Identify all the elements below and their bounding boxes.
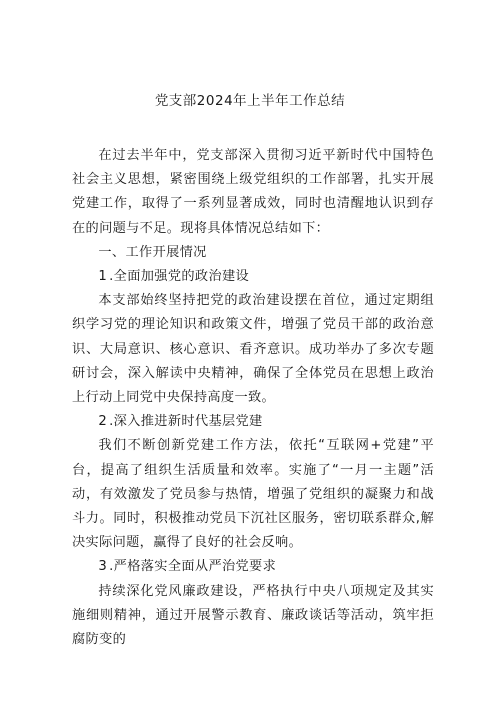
item-heading-grassroots-building — [72, 410, 434, 434]
section-heading-work: 一、工作开展情况 — [98, 244, 207, 260]
item-title: .全面加强党的政治建设 — [109, 269, 250, 285]
document-body — [72, 144, 434, 652]
document-title: 党支部2024年上半年工作总结 — [154, 93, 346, 109]
item-heading-strict-governance — [72, 555, 434, 579]
item-paragraph-grassroots-building: 我们不断创新党建工作方法，依托“互联网+党建”平台，提高了组织生活质量和效率。实施了“一月一主题”活动，有效激发了党员参与热情，增强了党组织的凝聚力和战斗力。同时，积极推动党员下沉社区服务，密切联系群众,解决实际问题，赢得了良好的社会反响。 — [72, 438, 434, 551]
item-title: .严格落实全面从严治党要求 — [109, 559, 277, 575]
item-number: 3 — [98, 559, 108, 575]
item-number: 2 — [98, 414, 108, 430]
item-heading-political-building — [72, 265, 434, 289]
item-title: .深入推进新时代基层党建 — [109, 414, 263, 430]
item-number: 1 — [98, 269, 108, 285]
item-paragraph-strict-governance: 持续深化党风廉政建设，严格执行中央八项规定及其实施细则精神，通过开展警示教育、廉政谈话等活动，筑牢拒腐防变的 — [72, 583, 434, 648]
intro-paragraph: 在过去半年中，党支部深入贯彻习近平新时代中国特色社会主义思想，紧密围绕上级党组织的工作部署，扎实开展党建工作，取得了一系列显著成效，同时也清醒地认识到存在的问题与不足。现将具体情况总结如下： — [72, 148, 434, 236]
item-paragraph-political-building: 本支部始终坚持把党的政治建设摆在首位，通过定期组织学习党的理论知识和政策文件，增强了党员干部的政治意识、大局意识、核心意识、看齐意识。成功举办了多次专题研讨会，深入解读中央精神，确保了全体党员在思想上政治上行动上同党中央保持高度一致。 — [72, 293, 434, 406]
